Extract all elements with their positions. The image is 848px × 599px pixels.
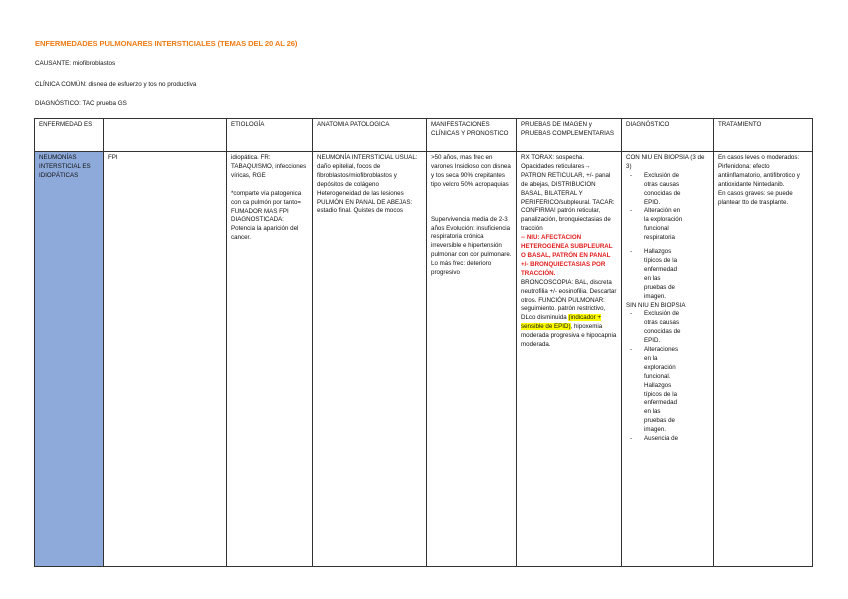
- header-blank: [104, 119, 227, 152]
- cell-tratamiento: [714, 152, 813, 567]
- table-header-row: [35, 119, 813, 152]
- table-row: [35, 152, 813, 567]
- disease-table: [34, 118, 813, 567]
- document-title: ENFERMEDADES PULMONARES INTERSTICIALES (TEMAS DEL 20 AL 26): [35, 39, 298, 48]
- list-item: - Hallazgos típicos de la enfermedad en las pruebas de imagen.: [630, 248, 678, 300]
- pruebas-text-b-main: BRONCOSCOPIA: BAL, discreta neutrofilia +/- eosinofilia. Descartar otros. FUNCIÓN PULMONAR: seguimiento. patrón restrictivo, DLco disminuida: [521, 278, 617, 322]
- causante-line: CAUSANTE: miofibroblastos: [35, 60, 116, 67]
- header-etiologia: ETIOLOGÍA: [227, 119, 313, 152]
- cell-enfermedad: NEUMONÍAS INTERSTICIAL ES IDIOPÁTICAS: [35, 152, 104, 567]
- cell-tipo: FPI: [104, 152, 227, 567]
- diagnostico-con-title: CON NIU EN BIOPSIA (3 de 3): [626, 154, 705, 170]
- etiologia-text-1: idiopática. FR: TABAQUISMO, infecciones víricas, RGE: [231, 154, 307, 179]
- tratamiento-text-2: En casos graves: se puede plantear tto de trasplante.: [718, 189, 793, 206]
- pruebas-text-red: -- NIU: AFECTACION HETEROGENEA SUBPLEURAL O BASAL, PATRÓN EN PANAL +/- BRONQUIECTASIAS POR TRACCIÓN.: [521, 234, 613, 277]
- header-tratamiento: TRATAMIENTO: [714, 119, 813, 152]
- pruebas-text-c: , hipoxemia moderada progresiva e hipocapnia moderada.: [521, 323, 617, 349]
- list-item: - Alteración en la exploración funcional respiratoria: [630, 207, 683, 242]
- clinica-line: CLÍNICA COMÚN: disnea de esfuerzo y tos no productiva: [35, 81, 197, 88]
- cell-anatomia: [313, 152, 427, 567]
- tratamiento-text-1: En casos leves o moderados: Pirfenidona: efecto antiinflamatorio, antifibrotico y antioxidante Nintedanib.: [718, 154, 800, 188]
- cell-diagnostico: [622, 152, 714, 567]
- header-manifestaciones: MANIFESTACIONES CLÍNICAS Y PRONOSTICO: [427, 119, 517, 152]
- header-diagnostico: DIAGNÓSTICO: [622, 119, 714, 152]
- header-pruebas: PRUEBAS DE IMAGEN y PRUEBAS COMPLEMENTARIAS: [517, 119, 622, 152]
- list-item: - Ausencia de: [630, 435, 679, 443]
- list-item: - Alteraciones en la exploración funcional. Hallazgos típicos de la enfermedad en las pruebas de imagen.: [630, 346, 679, 434]
- pruebas-text-b: [521, 279, 617, 350]
- anatomia-text-2: PULMÓN EN PANAL DE ABEJAS: estadio final. Quistes de mocos: [317, 198, 413, 215]
- diagnostico-sin-title: SIN NIU EN BIOPSIA: [626, 301, 686, 309]
- diagnostico-line: DIAGNÓSTICO: TAC prueba GS: [35, 100, 127, 107]
- manifestaciones-text-2: Supervivencia media de 2-3 años Evolución: insuficiencia respiratoria crónica irreversible e hipertensión pulmonar con cor pulmonare. Lo más frec: deterioro progresivo: [431, 215, 512, 277]
- cell-etiologia: [227, 152, 313, 567]
- cell-pruebas: [517, 152, 622, 567]
- manifestaciones-text-1: >50 años, mas frec en varones Insidioso con disnea y tos seca 90% crepitantes tipo velcro 50% acropaquias: [431, 154, 511, 188]
- pruebas-highlight: (indicador + sensible de EPID): [521, 314, 601, 331]
- cell-manifestaciones: [427, 152, 517, 567]
- list-item: - Exclusión de otras causas conocidas de EPID.: [630, 171, 681, 206]
- pruebas-text-a: RX TORAX: sospecha. Opacidades reticulares→ PATRON RETICULAR, +/- panal de abejas, DISTRIBUCION BASAL, BILATERAL Y PERIFERICO/subpleural. TACAR: CONFIRMA! patrón reticular, panalización, bronquiectasias de tracción: [521, 154, 615, 233]
- etiologia-text-2: *comparte vía patogenica con ca pulmón por tanto= FUMADOR MAS FPI DIAGNOSTICADA: Potencia la aparición del cancer.: [231, 189, 302, 242]
- anatomia-text-1: NEUMONÍA INTERSTICIAL USUAL: daño epitelial, focos de fibroblastos/miofibroblastos y depósitos de colágeno Heterogeneidad de las lesiones: [317, 154, 418, 197]
- header-anatomia: ANATOMIA PATOLOGICA: [313, 119, 427, 152]
- header-enfermedades: ENFERMEDAD ES: [35, 119, 104, 152]
- list-item: - Exclusión de otras causas conocidas de EPID.: [630, 310, 681, 345]
